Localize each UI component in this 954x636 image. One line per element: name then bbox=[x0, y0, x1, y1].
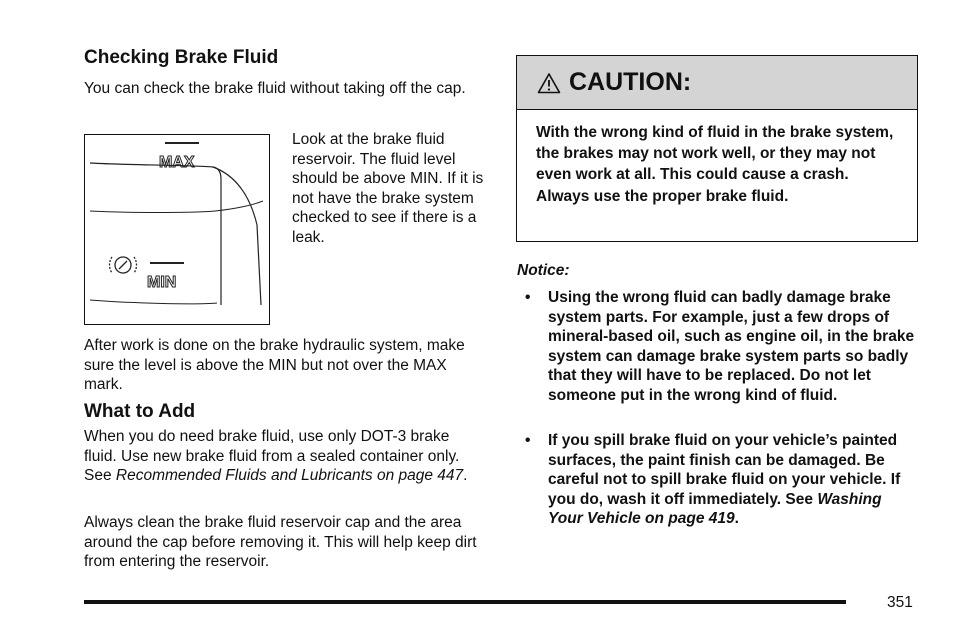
bullet-marker: • bbox=[525, 289, 531, 306]
caution-box bbox=[516, 55, 918, 242]
look-at-reservoir-paragraph: Look at the brake fluid reservoir. The fluid level should be above MIN. If it is not have the brake system checked to see if there is a leak. bbox=[292, 131, 484, 246]
reservoir-drawing bbox=[85, 135, 268, 323]
max-mark-label: MAX bbox=[159, 154, 195, 171]
what-to-add-text: When you do need brake fluid, use only DOT-3 brake fluid. Use new brake fluid from a sealed container only. See bbox=[84, 428, 460, 484]
min-mark-label: MIN bbox=[147, 274, 177, 291]
section-heading-what-to-add: What to Add bbox=[84, 401, 196, 422]
brake-warning-symbol-icon bbox=[109, 257, 136, 273]
notice-bullet-text bbox=[548, 431, 920, 529]
page-number: 351 bbox=[887, 594, 913, 611]
spill-warning-text: If you spill brake fluid on your vehicle’s painted surfaces, the paint finish can be damaged. Be careful not to spill brake fluid on your vehicle. If you do, wash it off immediately. See bbox=[548, 432, 901, 508]
caution-header bbox=[517, 56, 917, 110]
clean-cap-paragraph: Always clean the brake fluid reservoir cap and the area around the cap before removing it. This will help keep dirt from entering the reservoir. bbox=[84, 514, 477, 570]
caution-text: With the wrong kind of fluid in the brake system, the brakes may not work well, or they may not even work at all. This could cause a crash. Always use the proper brake fluid. bbox=[536, 124, 894, 205]
recommended-fluids-reference: Recommended Fluids and Lubricants on page 447 bbox=[115, 467, 464, 484]
after-work-paragraph: After work is done on the brake hydraulic system, make sure the level is above the MIN but not over the MAX mark. bbox=[84, 337, 465, 393]
what-to-add-end: . bbox=[463, 467, 468, 484]
what-to-add-paragraph bbox=[84, 427, 484, 486]
footer-rule bbox=[84, 600, 846, 604]
washing-vehicle-reference: Washing Your Vehicle on page 419 bbox=[548, 490, 882, 527]
notice-bullet-item bbox=[525, 288, 920, 405]
notice-bullet-text: Using the wrong fluid can badly damage brake system parts. For example, just a few drops of mineral-based oil, such as engine oil, in the brake system can damage brake system parts so badly that they will have to be replaced. Do not let someone put in the wrong kind of fluid. bbox=[548, 289, 915, 404]
caution-title: CAUTION: bbox=[569, 68, 692, 96]
notice-bullet-item bbox=[525, 431, 920, 529]
brake-fluid-reservoir-illustration bbox=[84, 134, 270, 325]
warning-triangle-icon bbox=[537, 72, 561, 94]
notice-label: Notice: bbox=[517, 262, 570, 279]
spill-warning-end: . bbox=[734, 510, 739, 527]
section-heading-checking-brake-fluid: Checking Brake Fluid bbox=[84, 47, 279, 68]
bullet-marker: • bbox=[525, 432, 531, 449]
intro-paragraph: You can check the brake fluid without taking off the cap. bbox=[84, 80, 466, 97]
